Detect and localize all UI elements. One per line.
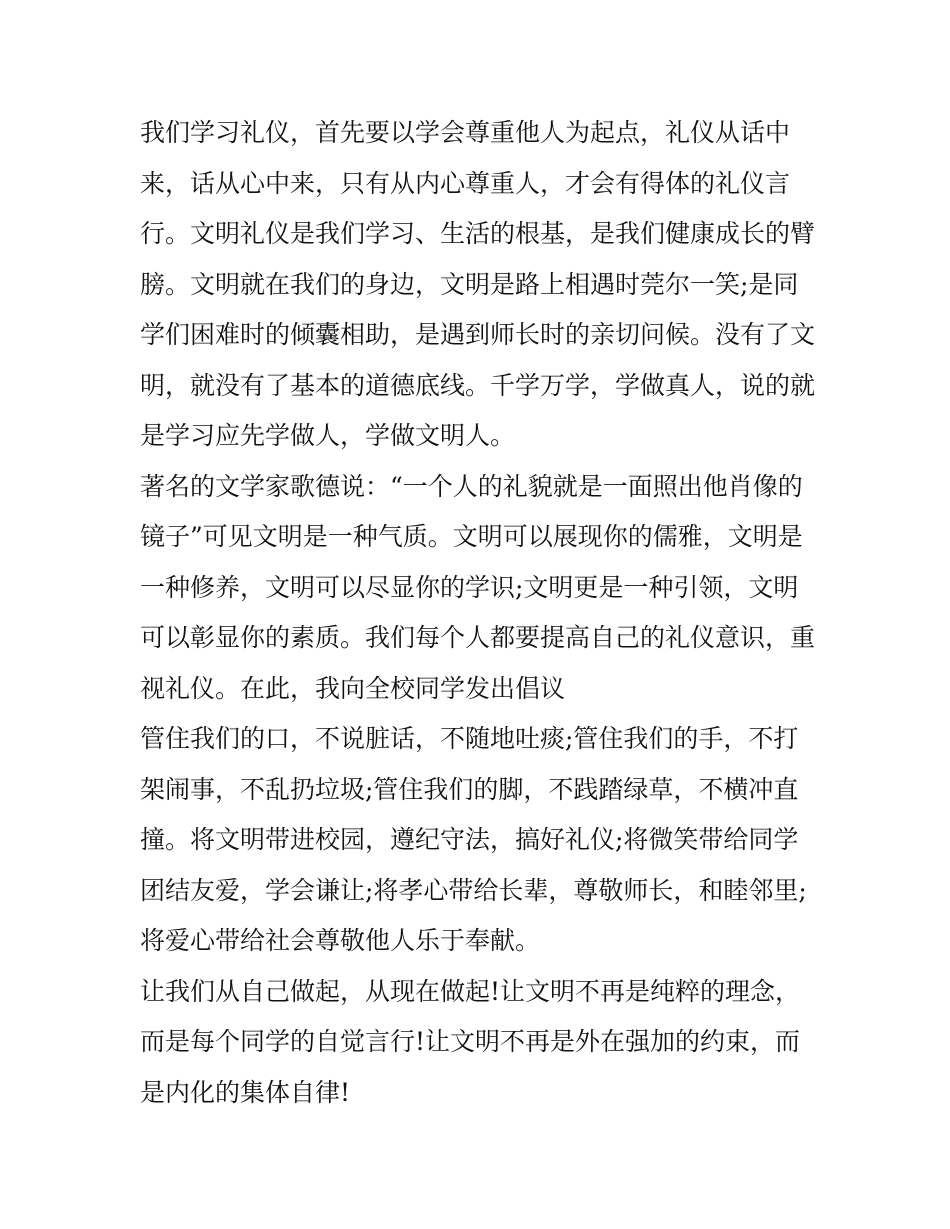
text-line: 而是每个同学的自觉言行!让文明不再是外在强加的约束，而 [140, 1027, 801, 1056]
text-line: 明，就没有了基本的道德底线。千学万学，学做真人，说的就 [140, 370, 816, 400]
text-line: 管住我们的口，不说脏话，不随地吐痰;管住我们的手，不打 [140, 724, 799, 753]
text-line: 我们学习礼仪，首先要以学会尊重他人为起点，礼仪从话中 [140, 118, 791, 147]
document-body [140, 108, 820, 1118]
text-line: 视礼仪。在此，我向全校同学发出倡议 [140, 673, 566, 703]
paragraph-4 [140, 967, 820, 1119]
text-line: 是内化的集体自律! [140, 1077, 351, 1107]
text-line: 是学习应先学做人，学做文明人。 [140, 421, 516, 450]
text-line: 可以彰显你的素质。我们每个人都要提高自己的礼仪意识，重 [140, 623, 816, 652]
paragraph-1 [140, 108, 820, 462]
text-line: 膀。文明就在我们的身边，文明是路上相遇时莞尔一笑;是同 [140, 269, 799, 299]
text-line: 一种修养，文明可以尽显你的学识;文明更是一种引领，文明 [140, 572, 799, 602]
text-line: 镜子”可见文明是一种气质。文明可以展现你的儒雅，文明是 [140, 522, 803, 551]
text-line: 团结友爱，学会谦让;将孝心带给长辈，尊敬师长，和睦邻里; [140, 875, 807, 905]
paragraph-2 [140, 462, 820, 715]
text-line: 来，话从心中来，只有从内心尊重人，才会有得体的礼仪言 [140, 168, 791, 198]
text-line: 著名的文学家歌德说：“一个人的礼貌就是一面照出他肖像的 [140, 471, 803, 501]
paragraph-3 [140, 714, 820, 967]
text-line: 让我们从自己做起，从现在做起!让文明不再是纯粹的理念， [140, 976, 801, 1006]
text-line: 架闹事，不乱扔垃圾;管住我们的脚，不践踏绿草，不横冲直 [140, 774, 799, 804]
text-line: 学们困难时的倾囊相助，是遇到师长时的亲切问候。没有了文 [140, 320, 816, 349]
text-line: 将爱心带给社会尊敬他人乐于奉献。 [140, 926, 541, 955]
text-line: 行。文明礼仪是我们学习、生活的根基，是我们健康成长的臂 [140, 219, 816, 248]
text-line: 撞。将文明带进校园，遵纪守法，搞好礼仪;将微笑带给同学 [140, 825, 799, 854]
